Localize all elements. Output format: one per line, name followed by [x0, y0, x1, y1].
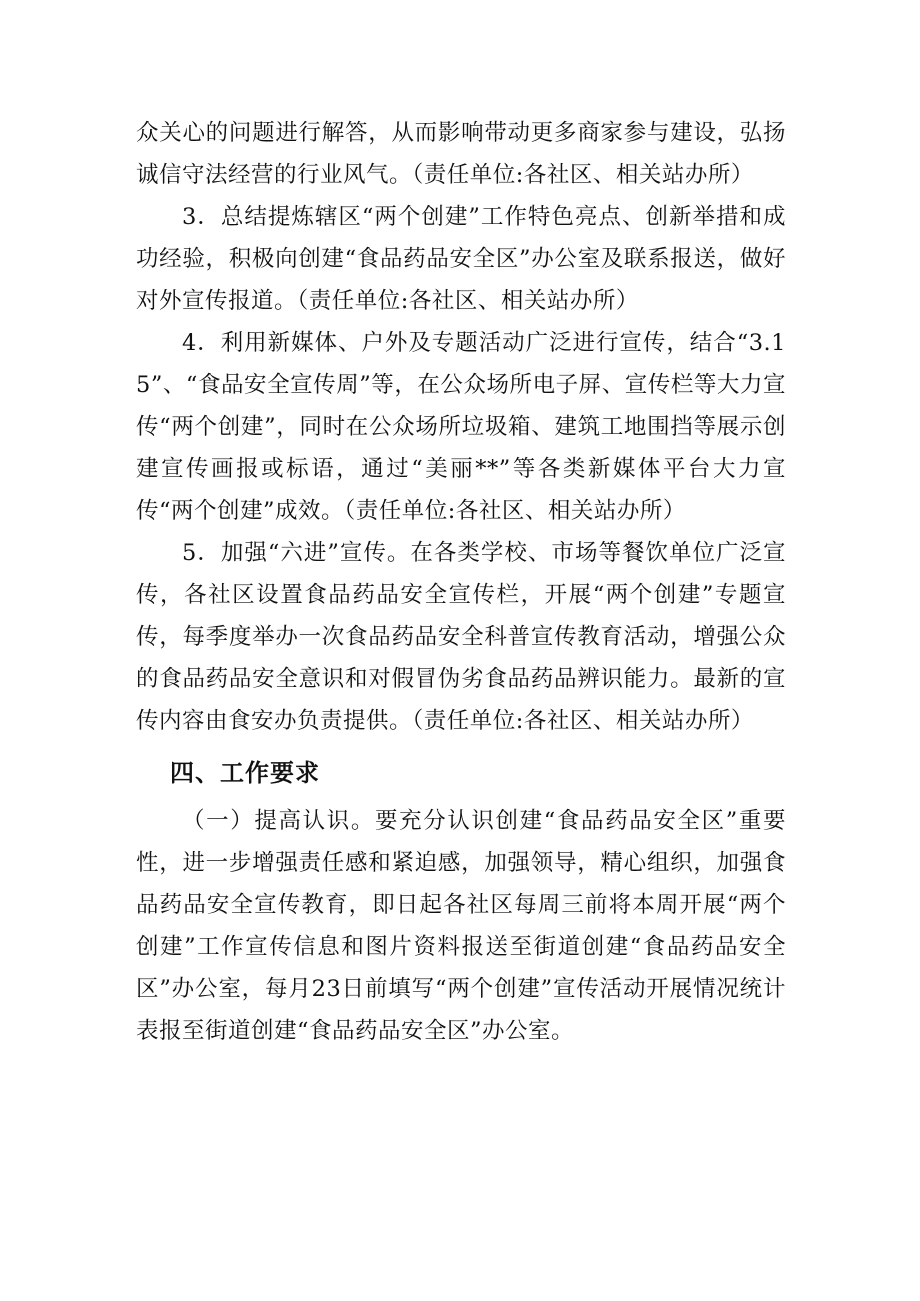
document-body	[136, 112, 786, 1052]
paragraph-item-3: 3．总结提炼辖区“两个创建”工作特色亮点、创新举措和成功经验，积极向创建“食品药品安全区”办公室及联系报送，做好对外宣传报道。（责任单位:各社区、相关站办所）	[136, 204, 786, 314]
section-heading: 四、工作要求	[170, 759, 320, 787]
paragraph-requirement-1: （一）提高认识。要充分认识创建“食品药品安全区”重要性，进一步增强责任感和紧迫感，加强领导，精心组织，加强食品药品安全宣传教育，即日起各社区每周三前将本周开展“两个创建”工作宣传信息和图片资料报送至街道创建“食品药品安全区”办公室，每月23日前填写“两个创建”宣传活动开展情况统计表报至街道创建“食品药品安全区”办公室。	[136, 808, 786, 1044]
paragraph-continuation: 众关心的问题进行解答，从而影响带动更多商家参与建设，弘扬诚信守法经营的行业风气。（责任单位:各社区、相关站办所）	[136, 120, 786, 188]
paragraph-item-4: 4．利用新媒体、户外及专题活动广泛进行宣传，结合“3.15”、“食品安全宣传周”等，在公众场所电子屏、宣传栏等大力宣传“两个创建”，同时在公众场所垃圾箱、建筑工地围挡等展示创建宣传画报或标语，通过“美丽**”等各类新媒体平台大力宣传“两个创建”成效。（责任单位:各社区、相关站办所）	[136, 330, 786, 524]
paragraph-item-5: 5．加强“六进”宣传。在各类学校、市场等餐饮单位广泛宣传，各社区设置食品药品安全宣传栏，开展“两个创建”专题宣传，每季度举办一次食品药品安全科普宣传教育活动，增强公众的食品药品安全意识和对假冒伪劣食品药品辨识能力。最新的宣传内容由食安办负责提供。（责任单位:各社区、相关站办所）	[136, 540, 786, 734]
